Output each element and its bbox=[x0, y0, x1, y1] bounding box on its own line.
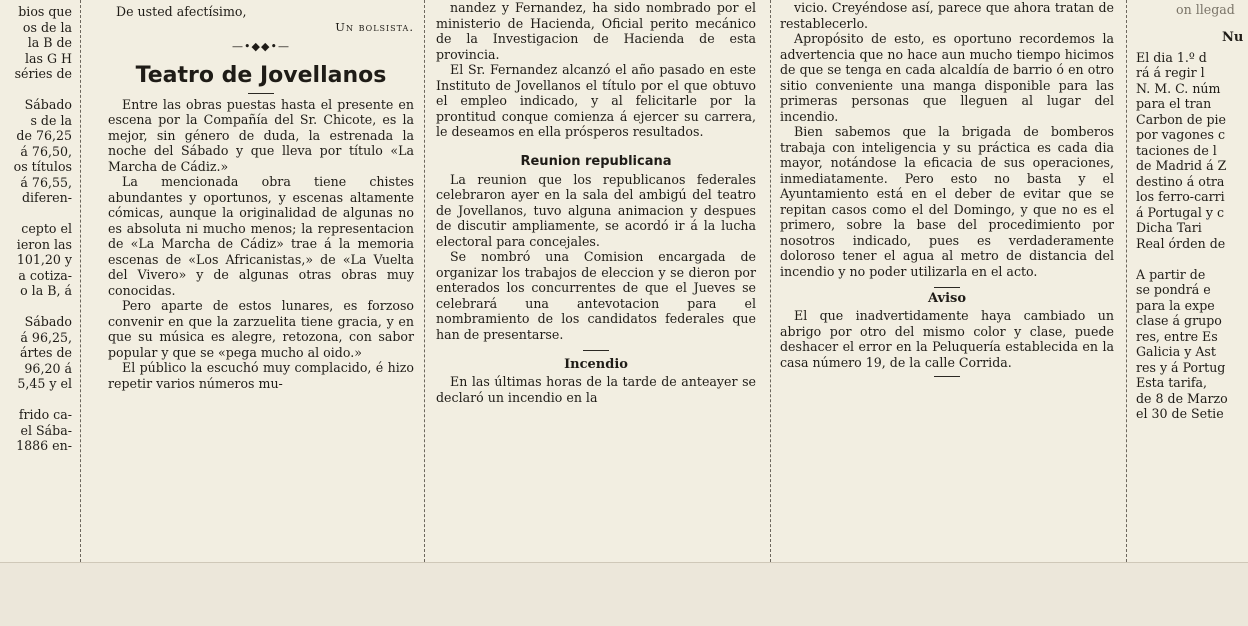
heading-aviso: Aviso bbox=[927, 291, 967, 306]
paragraph: nandez y Fernandez, ha sido nombrado por el ministerio de Hacienda, Oficial perito mecánico de la Investigacion de Hacienda de esta provincia. bbox=[436, 0, 756, 62]
text-line: res y á Portug bbox=[1136, 359, 1226, 375]
column-4 bbox=[780, 0, 1114, 380]
text-line: de Madrid á Z bbox=[1136, 158, 1227, 173]
article-body-aviso bbox=[780, 308, 1114, 370]
text-line: os de la bbox=[22, 19, 72, 35]
page-lower-margin bbox=[0, 562, 1248, 626]
text-line: s de la bbox=[30, 112, 72, 128]
text-line: séries de bbox=[14, 66, 72, 81]
paragraph: Entre las obras puestas hasta el presente en escena por la Compañía del Sr. Chicote, es la mejor, sin género de duda, la estrenada la noche del Sábado y que lleva por título «La Marcha de Cádiz.» bbox=[108, 96, 414, 174]
article-body-incendio-cont bbox=[780, 0, 1114, 279]
short-rule bbox=[248, 93, 274, 94]
column-5-top-fragment: on llegad bbox=[1176, 2, 1235, 17]
text-line: á Portugal y c bbox=[1136, 204, 1225, 220]
text-line: para el tran bbox=[1136, 96, 1212, 111]
text-line: Galicia y Ast bbox=[1136, 344, 1216, 359]
article-body-nombramiento bbox=[436, 0, 756, 140]
text-line: os títulos bbox=[13, 159, 72, 174]
short-rule bbox=[583, 350, 609, 351]
text-line: Dicha Tari bbox=[1136, 220, 1202, 235]
text-line: la B de bbox=[27, 35, 72, 50]
text-line: rá á regir l bbox=[1136, 65, 1205, 80]
text-line: 1886 en- bbox=[16, 438, 72, 453]
text-line: ieron las bbox=[16, 236, 72, 252]
text-line: res, entre Es bbox=[1136, 328, 1218, 344]
text-line: o la B, á bbox=[20, 283, 72, 298]
text-line: los ferro-carri bbox=[1136, 189, 1225, 204]
text-line: de 76,25 bbox=[16, 128, 72, 143]
text-line: Sábado bbox=[24, 97, 72, 112]
text-line: frido ca- bbox=[18, 407, 72, 422]
text-line: 96,20 á bbox=[24, 360, 72, 376]
letter-signature: Un bolsista. bbox=[335, 19, 414, 34]
text-line: Carbon de pie bbox=[1136, 111, 1226, 127]
text-line: de 8 de Marzo bbox=[1136, 390, 1228, 406]
text-line: cepto el bbox=[21, 221, 72, 236]
text-line: para la expe bbox=[1136, 297, 1215, 313]
paragraph: La mencionada obra tiene chistes abundantes y oportunos, y escenas altamente cómicas, aunque la originalidad de algunas no es absoluta ni mucho menos; la representacion de «La Marcha de Cádiz» trae á la memoria escenas de «Los Africanistas,» de «La Vuelta del Vivero» y de algunas otras obras muy conocidas. bbox=[108, 174, 414, 298]
text-line: las G H bbox=[24, 50, 72, 66]
column-5-lines bbox=[1136, 50, 1248, 422]
text-line: ártes de bbox=[19, 345, 72, 360]
article-body-teatro bbox=[108, 97, 414, 392]
heading-incendio: Incendio bbox=[564, 357, 628, 372]
short-rule bbox=[934, 287, 960, 288]
paragraph: El público la escuchó muy complacido, é hizo repetir varios números mu- bbox=[108, 360, 414, 391]
text-line: diferen- bbox=[21, 190, 72, 205]
text-line: 5,45 y el bbox=[17, 376, 72, 391]
text-line: Real órden de bbox=[1136, 235, 1226, 251]
column-rule-1 bbox=[80, 0, 81, 562]
column-1-lines bbox=[0, 4, 72, 454]
paragraph: La reunion que los republicanos federales celebraron ayer en la sala del ambigú del teatro de Jovellanos, tuvo alguna animacion y despues de discutir ampliamente, se acordó ir á la lucha electoral para concejales. bbox=[436, 171, 756, 249]
text-line bbox=[0, 206, 72, 222]
text-line bbox=[0, 299, 72, 315]
text-line: por vagones c bbox=[1136, 127, 1226, 142]
paragraph: Bien sabemos que la brigada de bomberos trabaja con inteligencia y su práctica es cada dia mayor, notándose la eficacia de sus operaciones, inmediatamente. Pero esto no basta y el Ayuntamiento está en el deber de evitar que se repitan casos como el del Domingo, y que no es el primero, sobre la base del procedimiento por nosotros indicado, pues es verdaderamente doloroso tener el agua al metro de distancia del incendio y no poder utilizarla en el acto. bbox=[780, 124, 1114, 279]
article-title-teatro: Teatro de Jovellanos bbox=[135, 62, 387, 88]
text-line: el Sába- bbox=[20, 422, 72, 438]
paragraph: Pero aparte de estos lunares, es forzoso convenir en que la zarzuelita tiene gracia, y en que su música es alegre, retozona, con sabor popular y que se «pega mucho al oido.» bbox=[108, 298, 414, 360]
column-rule-4 bbox=[1126, 0, 1127, 562]
text-line: Sábado bbox=[24, 314, 72, 329]
text-line bbox=[1136, 251, 1248, 267]
text-line: El dia 1.º d bbox=[1136, 49, 1207, 65]
text-line: N. M. C. núm bbox=[1136, 80, 1221, 96]
paragraph: vicio. Creyéndose así, parece que ahora tratan de restablecerlo. bbox=[780, 0, 1114, 31]
text-line bbox=[0, 392, 72, 408]
paragraph: En las últimas horas de la tarde de anteayer se declaró un incendio en la bbox=[436, 374, 756, 405]
heading-nu: Nu bbox=[1222, 29, 1244, 45]
letter-closing: De usted afectísimo, bbox=[116, 4, 247, 19]
column-1 bbox=[0, 4, 72, 454]
text-line: á 76,50, bbox=[20, 143, 72, 159]
text-line: destino á otra bbox=[1136, 173, 1225, 189]
paragraph: Se nombró una Comision encargada de organizar los trabajos de eleccion y se dieron por enterados los concurrentes de que el Jueves se celebrará una antevotacion para el nombramiento de los candidatos federales que han de presentarse. bbox=[436, 249, 756, 342]
article-body-incendio bbox=[436, 374, 756, 405]
column-rule-2 bbox=[424, 0, 425, 562]
ornament-divider: —•◆◆•— bbox=[232, 40, 290, 53]
text-line: taciones de l bbox=[1136, 142, 1217, 158]
column-rule-3 bbox=[770, 0, 771, 562]
text-line: á 96,25, bbox=[20, 329, 72, 345]
text-line: Esta tarifa, bbox=[1136, 375, 1208, 390]
paragraph: El que inadvertidamente haya cambiado un abrigo por otro del mismo color y clase, puede deshacer el error en la Peluquería establecida en la casa número 19, de la calle Corrida. bbox=[780, 308, 1114, 370]
text-line: se pondrá e bbox=[1136, 282, 1211, 297]
paragraph: Apropósito de esto, es oportuno recordemos la advertencia que no hace aun mucho tiempo hicimos de que se tenga en cada alcaldía de barrio ó en otro sitio conveniente una manga disponible para las primeras personas que lleguen al lugar del incendio. bbox=[780, 31, 1114, 124]
text-line: A partir de bbox=[1136, 266, 1206, 282]
paragraph: El Sr. Fernandez alcanzó el año pasado en este Instituto de Jovellanos el título por el que obtuvo el empleo indicado, y al felicitarle por la prontitud conque comienza á ejercer su carrera, le deseamos en ella prósperos resultados. bbox=[436, 62, 756, 139]
text-line: a cotiza- bbox=[18, 267, 72, 283]
column-2 bbox=[108, 0, 414, 391]
text-line: clase á grupo bbox=[1136, 313, 1222, 328]
short-rule bbox=[934, 376, 960, 377]
text-line: bios que bbox=[18, 4, 72, 19]
column-3 bbox=[436, 0, 756, 405]
text-line bbox=[0, 82, 72, 98]
heading-reunion-republicana: Reunion republicana bbox=[520, 153, 672, 169]
text-line: á 76,55, bbox=[20, 174, 72, 190]
text-line: 101,20 y bbox=[16, 252, 72, 267]
column-5 bbox=[1136, 0, 1248, 422]
text-line: el 30 de Setie bbox=[1136, 406, 1224, 421]
article-body-reunion bbox=[436, 172, 756, 343]
